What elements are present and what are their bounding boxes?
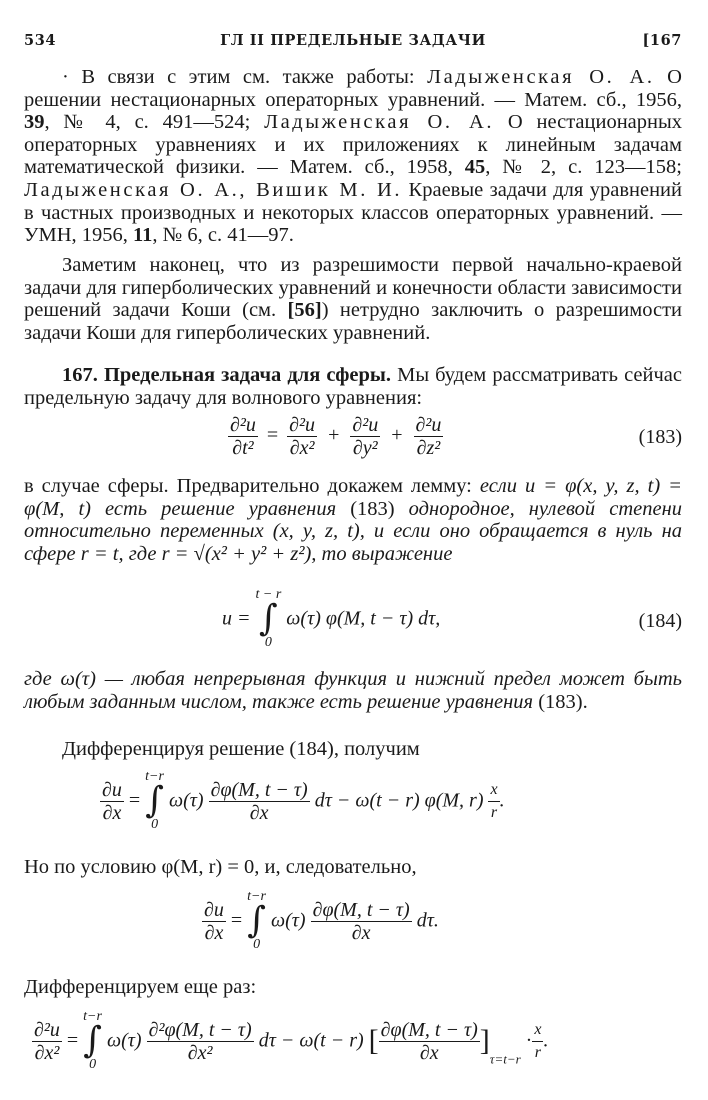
equation-number: (183) [638,426,682,448]
equation-derivative-2: $\frac{\partial u}{\partial x}$ = t−r ∫ 0 ω(τ) $\frac{\partial\varphi(M, t - \tau)}{\partial x}$ dτ. [204,889,439,952]
fraction: $\frac{\partial u}{\partial x}$ [204,898,224,944]
running-title: ГЛ II ПРЕДЕЛЬНЫЕ ЗАДАЧИ [220,32,486,49]
ref-author: Ладыженская О. А., Вишик М. И. [24,178,403,201]
equation-number: (184) [638,610,682,632]
references-paragraph: · В связи с этим см. также работы: Ладыженская О. А. О решении нестационарных операторных уравнений. — Матем. сб., 1956, 39, № 4, с. 491—524; Ладыженская О. А. О нестационарных операторных уравнениях и их приложениях к линейным задачам математической физики. — Матем. сб., 1958, 45, № 2, с. 123—158; Ладыженская О. А., Вишик М. И. Краевые задачи для уравнений в частных производных и некоторых классов операторных уравнений. — УМН, 1956, 11, № 6, с. 41—97. [24,66,683,247]
equation-183: $\frac{\text{∂²u}}{\text{∂t²}}$ = $\frac{\text{∂²u}}{\text{∂x²}}$ + $\frac{\text{∂²u}}{\text{∂y²}}$ + $\frac{\text{∂²u}}{\text{∂z²}}$ (183) [230,414,682,459]
integral-sign: t−r ∫ 0 [83,1009,102,1072]
fraction: $\frac{\text{∂²φ(M, t − τ)}}{\text{∂x²}}$ [148,1018,252,1064]
equation-ref: (183) [350,497,395,520]
note-paragraph: Заметим наконец, что из разрешимости первой начально-краевой задачи для гиперболических уравнений и конечности области зависимости решений задачи Коши (см. [56]) нетрудно заключить о разрешимости задачи Коши для гиперболических уравнений. [24,254,682,344]
section-heading: 167. Предельная задача для сферы. [62,364,392,386]
differentiate-paragraph: Дифференцируя решение (184), получим [62,738,420,760]
refs-intro: · В связи с этим см. также работы: [62,66,428,88]
condition-paragraph: Но по условию φ(M, r) = 0, и, следовательно, [24,856,417,878]
citation: [56] [287,299,322,322]
fraction: $\frac{\text{∂²u}}{\text{∂z²}}$ [415,414,442,459]
ref-volume: 11 [133,224,153,247]
fraction: $\frac{\partial\varphi(M, t - \tau)}{\partial x}$ [380,1018,478,1064]
integral-sign: t−r ∫ 0 [247,889,266,952]
where-paragraph: где ω(τ) — любая непрерывная функция и нижний предел может быть любым заданным числом, также есть решение уравнения (183). [24,668,682,713]
integral-sign: t−r ∫ 0 [145,769,164,832]
page-number: 534 [24,32,57,49]
fraction: $\frac{x}{r}$ [490,780,498,821]
ref-author: Ладыженская О. А. [427,66,655,88]
lemma-paragraph: в случае сферы. Предварительно докажем лемму: если u = φ(x, y, z, t) = φ(M, t) есть решение уравнения (183) однородное, нулевой степени относительно переменных (x, y, z, t), и если оно обращается в нуль на сфере r = t, где r = √(x² + y² + z²), то выражение [24,475,682,565]
fraction: $\frac{x}{r}$ [534,1020,542,1061]
ref-volume: 39 [24,111,45,134]
section-167-paragraph: 167. Предельная задача для сферы. Мы будем рассматривать сейчас предельную задачу для волнового уравнения: [24,364,683,409]
fraction: $\frac{\text{∂²u}}{\text{∂x²}}$ [289,414,316,459]
equation-derivative-1: $\frac{\partial u}{\partial x}$ = t−r ∫ 0 ω(τ) $\frac{\partial\varphi(M, t - \tau)}{\partial x}$ dτ − ω(t − r) φ(M, r) $\frac{x}{r}$ . [102,769,505,832]
fraction: $\frac{\partial\varphi(M, t - \tau)}{\partial x}$ [210,778,308,824]
fraction: $\frac{\partial\varphi(M, t - \tau)}{\partial x}$ [312,898,410,944]
section-marker: [167 [642,32,682,49]
fraction: $\frac{\partial u}{\partial x}$ [102,778,122,824]
equation-184: u = t − r ∫ 0 ω(τ) φ(M, t − τ) dτ, (184) [222,587,682,650]
equation-ref: (183) [538,690,583,713]
integral-sign: t − r ∫ 0 [255,587,282,650]
ref-volume: 45 [464,156,486,179]
ref-author: Ладыженская О. А. [264,111,495,134]
fraction: $\frac{\text{∂²u}}{\text{∂x²}}$ [34,1018,60,1064]
fraction: $\frac{\text{∂²u}}{\text{∂y²}}$ [352,414,379,459]
differentiate-again-paragraph: Дифференцируем еще раз: [24,976,257,998]
running-header [24,32,682,54]
fraction: $\frac{\text{∂²u}}{\text{∂t²}}$ [230,414,256,459]
equation-derivative-3: $\frac{\text{∂²u}}{\text{∂x²}}$ = t−r ∫ 0 ω(τ) $\frac{\text{∂²φ(M, t − τ)}}{\text{∂x²}}$ dτ − ω(t − r) [ $\frac{\partial\varphi(M, t - \tau)}{\partial x}$ ]$_{\tau=t-r}$ · $\frac{x}{r}$ . [34,1009,549,1072]
